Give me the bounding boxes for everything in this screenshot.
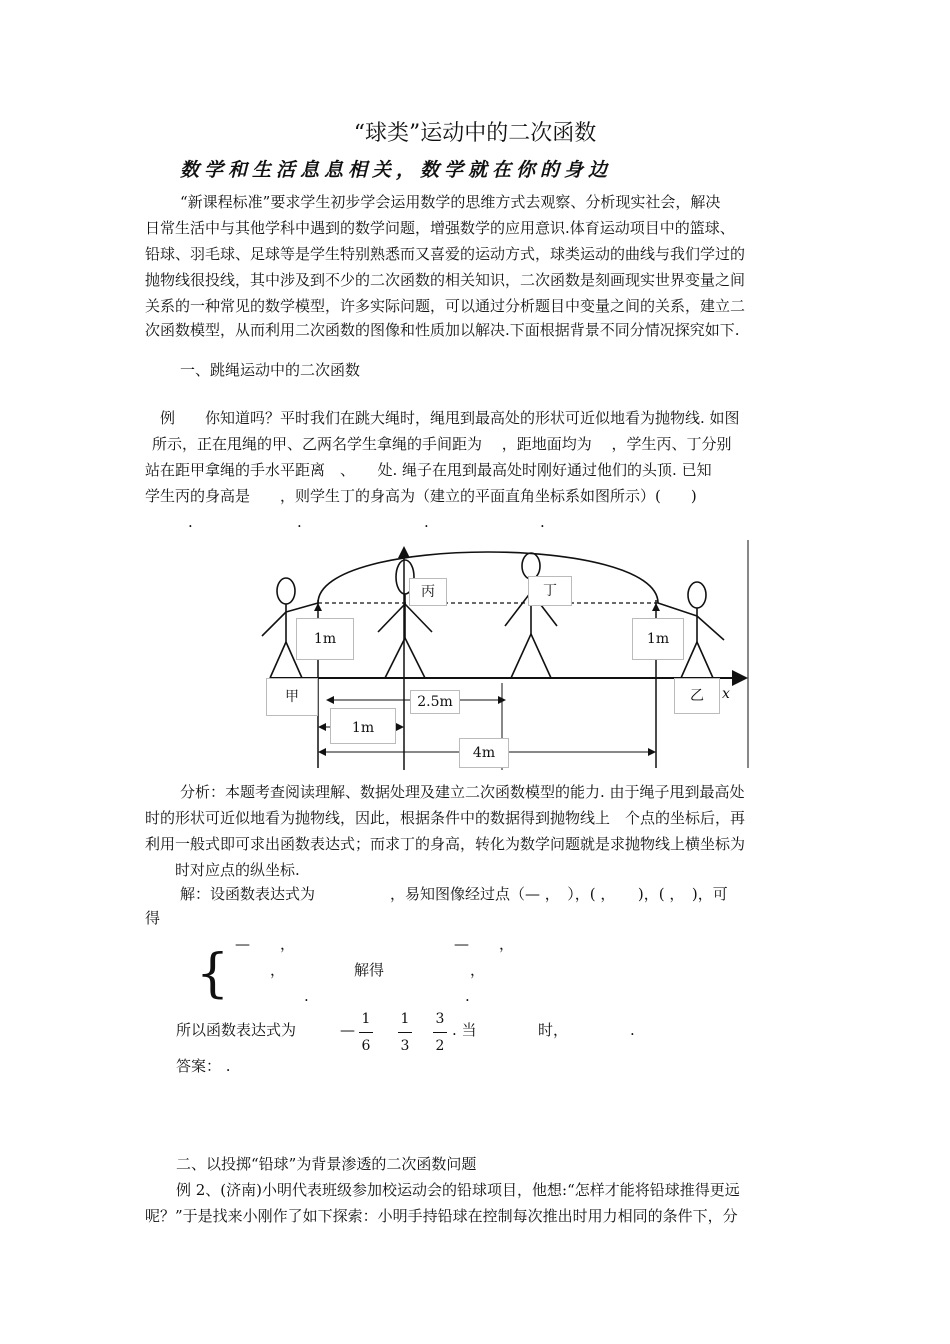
system-row1-b: — ， (454, 935, 515, 953)
answer-line: 答案： . (176, 1057, 231, 1075)
fraction-3-num: 3 (435, 1011, 445, 1027)
section2-heading: 二、以投掷“铅球”为背景渗透的二次函数问题 (176, 1155, 477, 1173)
subtitle: 数学和生活息息相关，数学就在你的身边 (180, 159, 613, 181)
system-row2-a: ， (270, 961, 286, 979)
fraction-1 (358, 1010, 374, 1055)
intro-line: 次函数模型，从而利用二次函数的图像和性质加以解决.下面根据背景不同分情况探究如下. (145, 321, 740, 339)
label-dim-25: 2.5m (410, 690, 460, 714)
system-row2-b: ， (470, 961, 486, 979)
example2-line: 呢？”于是找来小刚作了如下探索：小明手持铅球在控制每次推出时用力相同的条件下，分 (145, 1207, 738, 1225)
left-brace: { (196, 944, 230, 1004)
option-d-dot: . (540, 513, 545, 531)
example1-line: 例 你知道吗？平时我们在跳大绳时，绳甩到最高处的形状可近似地看为抛物线. 如图 (160, 409, 740, 427)
fraction-2 (397, 1010, 413, 1055)
example2-line: 例 2、(济南)小明代表班级参加校运动会的铅球项目，他想:“怎样才能将铅球推得更远 (176, 1181, 740, 1199)
analysis-line: 利用一般式即可求出函数表达式；而求丁的身高，转化为数学问题就是求抛物线上横坐标为 (145, 835, 746, 853)
solution-line-end: 得 (145, 909, 161, 927)
section1-heading: 一、跳绳运动中的二次函数 (180, 361, 361, 379)
system-row3-b: . (465, 987, 470, 1005)
label-yi: 乙 (674, 678, 720, 714)
label-dim-4: 4m (459, 738, 509, 768)
fraction-3-den: 2 (435, 1038, 445, 1054)
result-when: 时， (538, 1021, 569, 1039)
example1-line: 学生丙的身高是 ，则学生丁的身高为（建立的平面直角坐标系如图所示）( ) (145, 487, 697, 505)
analysis-line: 时的形状可近似地看为抛物线，因此，根据条件中的数据得到抛物线上 个点的坐标后，再 (145, 809, 746, 827)
fraction-3 (432, 1010, 448, 1055)
student-ding (505, 553, 557, 678)
option-c-dot: . (424, 513, 429, 531)
rope-curve (318, 552, 658, 603)
fraction-2-num: 1 (400, 1011, 410, 1027)
label-jia: 甲 (266, 678, 318, 716)
fraction-1-num: 1 (361, 1011, 371, 1027)
intro-line: “新课程标准”要求学生初步学会运用数学的思维方式去观察、分析现实社会，解决 (180, 193, 721, 211)
system-row1-a: — ， (235, 935, 296, 953)
fraction-2-den: 3 (400, 1038, 410, 1054)
system-row2-mid: 解得 (354, 961, 385, 979)
label-ding: 丁 (528, 576, 572, 606)
fraction-1-den: 6 (361, 1038, 371, 1054)
result-end-dot: . (630, 1021, 635, 1039)
label-dim-1: 1m (330, 708, 396, 744)
example1-line: 站在距甲拿绳的手水平距离 、 处. 绳子在甩到最高处时刚好通过他们的头顶. 已知 (145, 461, 712, 479)
analysis-line: 分析：本题考查阅读理解、数据处理及建立二次函数模型的能力. 由于绳子甩到最高处 (180, 783, 745, 801)
example1-line: 所示，正在甩绳的甲、乙两名学生拿绳的手间距为 ，距地面均为 ，学生丙、丁分别 (152, 435, 732, 453)
label-right-height: 1m (632, 618, 684, 660)
system-row3-a: . (304, 987, 309, 1005)
option-a-dot: . (188, 513, 193, 531)
label-bing: 丙 (409, 578, 447, 606)
label-left-height: 1m (296, 618, 354, 660)
intro-line: 铅球、羽毛球、足球等是学生特别熟悉而又喜爱的运动方式，球类运动的曲线与我们学过的 (145, 245, 746, 263)
result-prefix: 所以函数表达式为 (176, 1021, 297, 1039)
intro-line: 关系的一种常见的数学模型，许多实际问题，可以通过分析题目中变量之间的关系，建立二 (145, 297, 746, 315)
result-minus: — (340, 1021, 355, 1039)
solution-line: 解：设函数表达式为 ，易知图像经过点（— ， ），( ， )，( ， )，可 (180, 885, 728, 903)
option-b-dot: . (297, 513, 302, 531)
label-x-axis: x (722, 686, 730, 702)
intro-line: 日常生活中与其他学科中遇到的数学问题，增强数学的应用意识.体育运动项目中的篮球、 (145, 219, 735, 237)
page-title: “球类”运动中的二次函数 (353, 121, 597, 146)
result-suffix: . 当 (452, 1021, 477, 1039)
intro-line: 抛物线很投线，其中涉及到不少的二次函数的相关知识，二次函数是刻画现实世界变量之间 (145, 271, 746, 289)
analysis-line: 时对应点的纵坐标. (175, 861, 300, 879)
